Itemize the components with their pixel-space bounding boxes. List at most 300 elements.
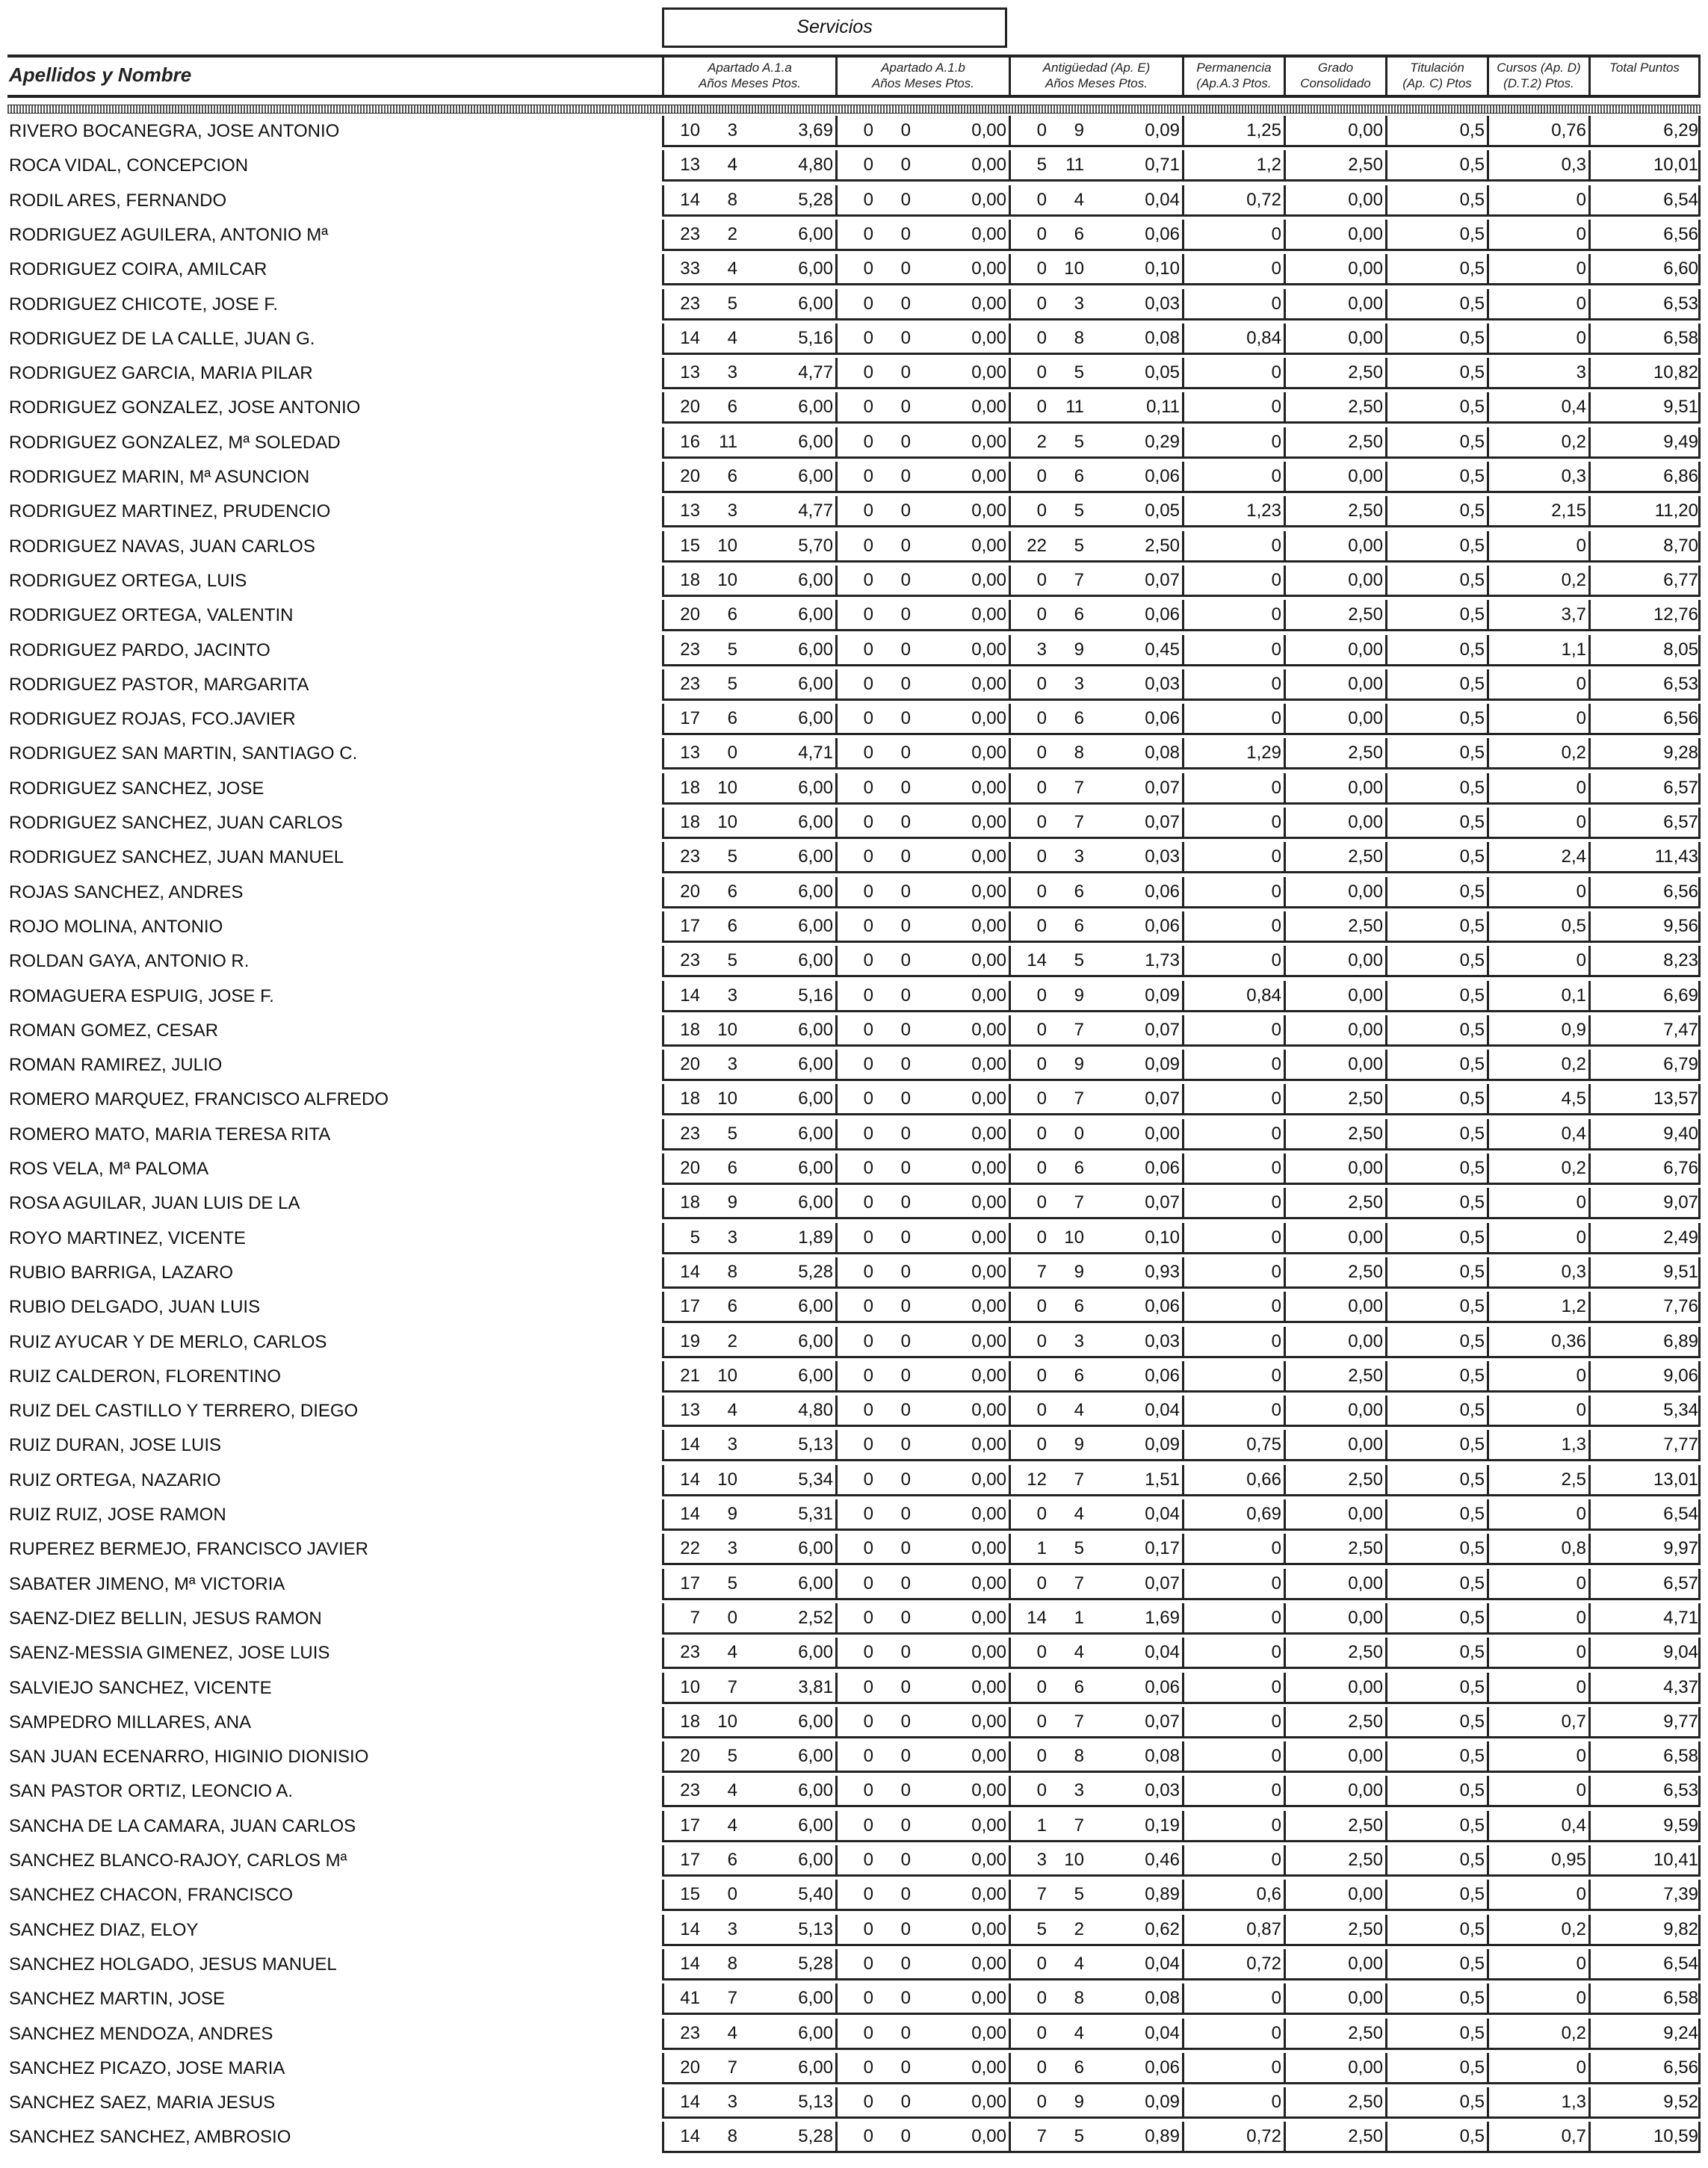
row-cell-group	[1385, 946, 1487, 977]
row-value: 9	[1074, 1434, 1084, 1455]
row-cell-group	[1385, 1845, 1487, 1877]
row-value: 6	[1074, 1158, 1084, 1178]
row-value: 0	[863, 708, 873, 729]
row-value: 0	[863, 1642, 873, 1663]
row-value: 0	[863, 1331, 873, 1351]
row-cell-group	[1588, 911, 1701, 943]
row-value: 0,00	[971, 293, 1006, 314]
table-row	[7, 323, 1701, 355]
row-value: 20	[680, 397, 700, 418]
row-value: 0,00	[971, 777, 1006, 798]
row-value: 0	[1036, 604, 1047, 625]
row-value: 17	[680, 708, 700, 729]
row-cell-group	[1009, 669, 1182, 701]
row-cell-group	[1182, 2087, 1284, 2119]
row-value: 0	[1271, 1088, 1281, 1109]
row-value: 0	[1036, 708, 1047, 729]
row-value: 23	[680, 1123, 700, 1144]
row-value: 0,00	[1348, 2057, 1383, 2078]
row-value: 0,2	[1561, 1158, 1586, 1178]
row-value: 2	[727, 223, 737, 244]
row-cell-group	[1284, 566, 1385, 597]
row-value: 10	[717, 1088, 737, 1109]
row-cell-group	[1182, 738, 1284, 769]
row-cell-group	[1009, 600, 1182, 631]
row-value: 2,50	[1348, 1711, 1383, 1732]
row-cell-group	[662, 1050, 835, 1081]
row-value: 9	[1074, 1261, 1084, 1282]
row-cell-group	[1182, 1292, 1284, 1323]
row-value: 0,36	[1551, 1331, 1586, 1351]
row-cell-group	[835, 600, 1009, 631]
row-value: 2,52	[798, 1607, 833, 1628]
row-value: 6,86	[1663, 466, 1698, 486]
row-value: 2,50	[1348, 1192, 1383, 1213]
row-value: 0,00	[971, 2092, 1006, 2113]
row-value: 0	[900, 569, 911, 590]
row-value: 18	[680, 1088, 700, 1109]
row-cell-group	[835, 531, 1009, 563]
row-cell-group	[1487, 946, 1588, 977]
row-value: 0,00	[971, 1331, 1006, 1351]
row-value: 0	[863, 2092, 873, 2113]
row-value: 6	[1074, 1365, 1084, 1386]
row-cell-group	[835, 462, 1009, 493]
row-value: 0	[1271, 777, 1281, 798]
row-value: 0,93	[1145, 1261, 1180, 1282]
row-value: 2,50	[1348, 1642, 1383, 1663]
row-value: 0	[900, 1331, 911, 1351]
row-value: 2,50	[1348, 2092, 1383, 2113]
row-cell-group	[1182, 185, 1284, 217]
row-cell-group	[662, 1811, 835, 1842]
row-value: 0	[1036, 362, 1047, 383]
row-cell-group	[1182, 1015, 1284, 1047]
row-value: 0	[900, 327, 911, 348]
row-value: 0,00	[971, 1123, 1006, 1144]
table-row	[7, 289, 1701, 320]
row-value: 0,5	[1459, 915, 1485, 936]
row-value: 0	[863, 189, 873, 210]
row-cell-group	[835, 1915, 1009, 1946]
row-cell-group	[1182, 427, 1284, 459]
row-cell-group	[1009, 1153, 1182, 1185]
row-value: 0	[900, 2092, 911, 2113]
row-value: 15	[680, 535, 700, 556]
row-value: 0	[863, 604, 873, 625]
row-value: 0	[900, 1746, 911, 1767]
row-value: 0	[863, 2126, 873, 2147]
row-cell-group	[662, 877, 835, 908]
row-value: 0	[900, 1504, 911, 1524]
row-cell-group	[1487, 1741, 1588, 1773]
row-cell-group	[835, 289, 1009, 320]
header-titulacion: Titulación (Ap. C) Ptos	[1385, 58, 1487, 95]
row-value: 0,07	[1145, 1088, 1180, 1109]
row-cell-group	[1284, 254, 1385, 285]
row-cell-group	[1182, 1430, 1284, 1461]
row-value: 4	[727, 327, 737, 348]
row-value: 0,00	[971, 1296, 1006, 1317]
row-value: 22	[680, 1538, 700, 1559]
row-value: 5	[727, 639, 737, 660]
row-value: 0	[900, 1019, 911, 1040]
row-cell-group	[1182, 1153, 1284, 1185]
row-cell-group	[1487, 1845, 1588, 1877]
row-cell-group	[1009, 704, 1182, 735]
row-value: 0	[1576, 708, 1586, 729]
row-name: RODRIGUEZ MARTINEZ, PRUDENCIO	[9, 501, 331, 522]
row-value: 0	[1036, 1019, 1047, 1040]
row-value: 3	[727, 501, 737, 521]
row-value: 2,50	[1348, 1850, 1383, 1870]
row-value: 7	[690, 1607, 700, 1628]
row-value: 0	[1576, 1365, 1586, 1386]
row-value: 6,00	[798, 1988, 833, 2009]
row-value: 0,00	[971, 950, 1006, 971]
row-cell-group	[1009, 1811, 1182, 1842]
row-value: 3	[727, 1918, 737, 1939]
row-value: 9	[1074, 120, 1084, 140]
row-value: 6	[727, 881, 737, 902]
row-value: 6,00	[798, 1054, 833, 1075]
row-cell-group	[1385, 738, 1487, 769]
row-value: 0,2	[1561, 2022, 1586, 2043]
row-value: 0,10	[1145, 258, 1180, 279]
row-value: 5	[1074, 501, 1084, 521]
row-cell-group	[835, 1845, 1009, 1877]
row-cell-group	[1284, 1707, 1385, 1738]
row-value: 0,5	[1459, 466, 1485, 486]
row-cell-group	[1182, 1534, 1284, 1565]
row-cell-group	[835, 1188, 1009, 1219]
row-cell-group	[662, 1188, 835, 1219]
row-cell-group	[1284, 669, 1385, 701]
row-value: 2	[727, 1331, 737, 1351]
row-value: 0,00	[971, 881, 1006, 902]
row-cell-group	[1588, 1880, 1701, 1911]
row-cell-group	[1385, 358, 1487, 389]
row-value: 0	[863, 1607, 873, 1628]
row-value: 0,5	[1459, 1918, 1485, 1939]
row-value: 0,00	[1348, 985, 1383, 1006]
row-cell-group	[1385, 1084, 1487, 1115]
row-cell-group	[1385, 150, 1487, 182]
row-value: 0,5	[1459, 1434, 1485, 1455]
row-value: 0,6	[1256, 1884, 1281, 1905]
row-value: 3	[1074, 1331, 1084, 1351]
row-value: 0	[863, 1469, 873, 1490]
row-cell-group	[1487, 1050, 1588, 1081]
table-row	[7, 185, 1701, 217]
row-value: 0	[1271, 1019, 1281, 1040]
row-value: 3	[727, 985, 737, 1006]
row-cell-group	[1385, 1880, 1487, 1911]
row-value: 0,5	[1459, 535, 1485, 556]
row-value: 0,5	[1459, 1123, 1485, 1144]
row-cell-group	[1487, 1983, 1588, 2015]
row-value: 0	[1576, 258, 1586, 279]
row-cell-group	[1487, 116, 1588, 147]
row-value: 0,00	[1348, 535, 1383, 556]
row-value: 6,00	[798, 604, 833, 625]
row-value: 6,56	[1663, 881, 1698, 902]
row-value: 0,00	[1348, 120, 1383, 140]
row-value: 0,05	[1145, 362, 1180, 383]
row-cell-group	[1588, 1292, 1701, 1323]
table-row	[7, 1845, 1701, 1877]
row-value: 11	[719, 431, 737, 452]
row-value: 0,00	[971, 985, 1006, 1006]
row-name: RUBIO DELGADO, JUAN LUIS	[9, 1297, 261, 1318]
row-name: RUIZ ORTEGA, NAZARIO	[9, 1469, 221, 1490]
row-value: 6,54	[1663, 189, 1698, 210]
row-value: 13	[680, 743, 700, 764]
row-cell-group	[1009, 1292, 1182, 1323]
row-value: 5,28	[798, 189, 833, 210]
row-cell-group	[662, 427, 835, 459]
row-cell-group	[1284, 1361, 1385, 1393]
row-value: 0	[900, 1088, 911, 1109]
row-cell-group	[1284, 1396, 1385, 1427]
table-row	[7, 2019, 1701, 2050]
row-value: 0,00	[1348, 708, 1383, 729]
row-value: 8	[1074, 327, 1084, 348]
row-value: 14	[680, 2092, 700, 2113]
row-value: 20	[680, 466, 700, 486]
table-row	[7, 2122, 1701, 2153]
row-value: 10,01	[1653, 155, 1698, 176]
row-value: 0,06	[1145, 604, 1180, 625]
row-value: 5,13	[798, 1434, 833, 1455]
row-value: 0	[863, 362, 873, 383]
row-value: 0	[1036, 1400, 1047, 1421]
row-cell-group	[1588, 669, 1701, 701]
row-value: 0,5	[1459, 1054, 1485, 1075]
row-value: 0	[863, 223, 873, 244]
row-value: 0,5	[1459, 1019, 1485, 1040]
row-cell-group	[662, 1361, 835, 1393]
row-value: 0,5	[1459, 950, 1485, 971]
row-value: 0	[863, 1504, 873, 1524]
row-value: 0	[900, 708, 911, 729]
row-value: 6,00	[798, 1192, 833, 1213]
row-cell-group	[662, 531, 835, 563]
row-cell-group	[662, 1015, 835, 1047]
row-value: 0	[863, 881, 873, 902]
table-row	[7, 981, 1701, 1012]
row-cell-group	[1009, 496, 1182, 527]
table-row	[7, 877, 1701, 908]
row-value: 0,00	[1348, 569, 1383, 590]
row-value: 0	[900, 1573, 911, 1594]
row-value: 7	[1036, 1261, 1047, 1282]
row-cell-group	[662, 808, 835, 839]
row-cell-group	[1385, 1015, 1487, 1047]
row-cell-group	[1182, 946, 1284, 977]
row-value: 0,5	[1459, 1331, 1485, 1351]
table-row	[7, 1223, 1701, 1254]
row-value: 0,00	[971, 189, 1006, 210]
row-name: SAN PASTOR ORTIZ, LEONCIO A.	[9, 1781, 294, 1802]
row-value: 0	[1271, 915, 1281, 936]
row-value: 0	[863, 1261, 873, 1282]
row-cell-group	[1182, 1327, 1284, 1358]
row-value: 0,00	[971, 673, 1006, 694]
row-value: 6,00	[798, 1019, 833, 1040]
row-value: 0,5	[1459, 1953, 1485, 1974]
row-value: 7,76	[1663, 1296, 1698, 1317]
table-row	[7, 220, 1701, 251]
row-value: 5,70	[798, 535, 833, 556]
row-cell-group	[1182, 1673, 1284, 1704]
row-value: 6,56	[1663, 223, 1698, 244]
row-cell-group	[1385, 1915, 1487, 1946]
row-value: 0	[1036, 1676, 1047, 1697]
row-value: 0	[900, 362, 911, 383]
row-value: 4,5	[1561, 1088, 1586, 1109]
row-cell-group	[1487, 1223, 1588, 1254]
row-value: 0	[1271, 846, 1281, 867]
row-value: 14	[680, 2126, 700, 2147]
row-value: 0	[1576, 1988, 1586, 2009]
row-value: 3	[727, 1054, 737, 1075]
row-value: 0,07	[1145, 1019, 1180, 1040]
row-cell-group	[835, 1223, 1009, 1254]
row-cell-group	[1588, 1361, 1701, 1393]
row-value: 0,07	[1145, 1573, 1180, 1594]
row-cell-group	[662, 220, 835, 251]
row-cell-group	[835, 1430, 1009, 1461]
row-value: 10	[1064, 258, 1084, 279]
row-cell-group	[835, 1015, 1009, 1047]
row-value: 0	[863, 155, 873, 176]
row-value: 18	[680, 1711, 700, 1732]
row-cell-group	[1182, 1811, 1284, 1842]
row-value: 0,00	[971, 1365, 1006, 1386]
row-cell-group	[1182, 1741, 1284, 1773]
row-cell-group	[1385, 808, 1487, 839]
row-value: 0	[900, 501, 911, 521]
row-value: 0	[863, 1953, 873, 1974]
row-value: 0,00	[971, 1261, 1006, 1282]
row-value: 0	[863, 2057, 873, 2078]
row-value: 0	[1036, 1123, 1047, 1144]
row-name: RODRIGUEZ GARCIA, MARIA PILAR	[9, 363, 313, 384]
row-cell-group	[1182, 289, 1284, 320]
row-value: 0,00	[971, 1988, 1006, 2009]
row-cell-group	[1009, 566, 1182, 597]
row-value: 0	[863, 1538, 873, 1559]
row-value: 0	[1036, 1573, 1047, 1594]
row-cell-group	[1487, 1949, 1588, 1980]
row-value: 0	[900, 397, 911, 418]
row-value: 18	[680, 1019, 700, 1040]
row-value: 6,56	[1663, 2057, 1698, 2078]
row-value: 0,72	[1246, 2126, 1281, 2147]
row-value: 23	[680, 1642, 700, 1663]
row-value: 5	[1036, 155, 1047, 176]
row-cell-group	[835, 1292, 1009, 1323]
row-value: 18	[680, 569, 700, 590]
row-cell-group	[1009, 116, 1182, 147]
row-value: 0,5	[1459, 673, 1485, 694]
row-value: 0	[1576, 223, 1586, 244]
table-row	[7, 1638, 1701, 1669]
row-value: 6,00	[798, 1850, 833, 1870]
row-value: 0,5	[1459, 2126, 1485, 2147]
row-value: 0,06	[1145, 466, 1180, 486]
row-cell-group	[1182, 1188, 1284, 1219]
row-value: 2,50	[1348, 846, 1383, 867]
row-value: 11,20	[1654, 501, 1698, 521]
row-value: 0,5	[1459, 1607, 1485, 1628]
row-cell-group	[1588, 600, 1701, 631]
row-cell-group	[1182, 842, 1284, 873]
row-value: 3	[1576, 362, 1586, 383]
row-value: 0,06	[1145, 915, 1180, 936]
row-cell-group	[1182, 1084, 1284, 1115]
row-value: 2,50	[1348, 1123, 1383, 1144]
row-cell-group	[1588, 1119, 1701, 1150]
row-value: 4	[727, 1780, 737, 1801]
row-cell-group	[1284, 2053, 1385, 2084]
row-name: RODIL ARES, FERNANDO	[9, 190, 227, 211]
row-cell-group	[1284, 531, 1385, 563]
row-value: 0,5	[1459, 362, 1485, 383]
row-cell-group	[1009, 1119, 1182, 1150]
row-cell-group	[1385, 842, 1487, 873]
row-cell-group	[1487, 1327, 1588, 1358]
row-cell-group	[1284, 946, 1385, 977]
row-cell-group	[1385, 981, 1487, 1012]
row-value: 0	[1271, 223, 1281, 244]
row-cell-group	[1487, 323, 1588, 355]
row-value: 0,3	[1561, 155, 1586, 176]
row-value: 0	[863, 1676, 873, 1697]
row-value: 4	[1074, 2022, 1084, 2043]
row-value: 6	[727, 915, 737, 936]
row-value: 0,00	[971, 1019, 1006, 1040]
row-value: 0,5	[1459, 2092, 1485, 2113]
row-value: 0	[1271, 1365, 1281, 1386]
row-value: 5,16	[798, 327, 833, 348]
row-value: 9	[1074, 985, 1084, 1006]
row-value: 0,5	[1459, 1469, 1485, 1490]
row-value: 5	[690, 1227, 700, 1248]
row-value: 0	[1036, 327, 1047, 348]
row-value: 0	[1036, 2092, 1047, 2113]
row-cell-group	[1588, 773, 1701, 805]
row-cell-group	[1385, 392, 1487, 424]
row-cell-group	[662, 1741, 835, 1773]
row-cell-group	[1284, 323, 1385, 355]
row-value: 5,13	[798, 2092, 833, 2113]
row-value: 0,3	[1561, 1261, 1586, 1282]
row-value: 0,04	[1145, 1642, 1180, 1663]
row-name: RODRIGUEZ GONZALEZ, JOSE ANTONIO	[9, 397, 361, 418]
row-cell-group	[1284, 738, 1385, 769]
row-name: SANCHEZ BLANCO-RAJOY, CARLOS Mª	[9, 1850, 347, 1871]
row-value: 0	[1271, 1331, 1281, 1351]
row-cell-group	[1385, 496, 1487, 527]
row-value: 0	[1036, 466, 1047, 486]
row-cell-group	[1487, 1188, 1588, 1219]
row-value: 0	[863, 1711, 873, 1732]
row-value: 5,34	[1663, 1400, 1698, 1421]
row-cell-group	[1009, 1707, 1182, 1738]
row-value: 0	[1036, 743, 1047, 764]
